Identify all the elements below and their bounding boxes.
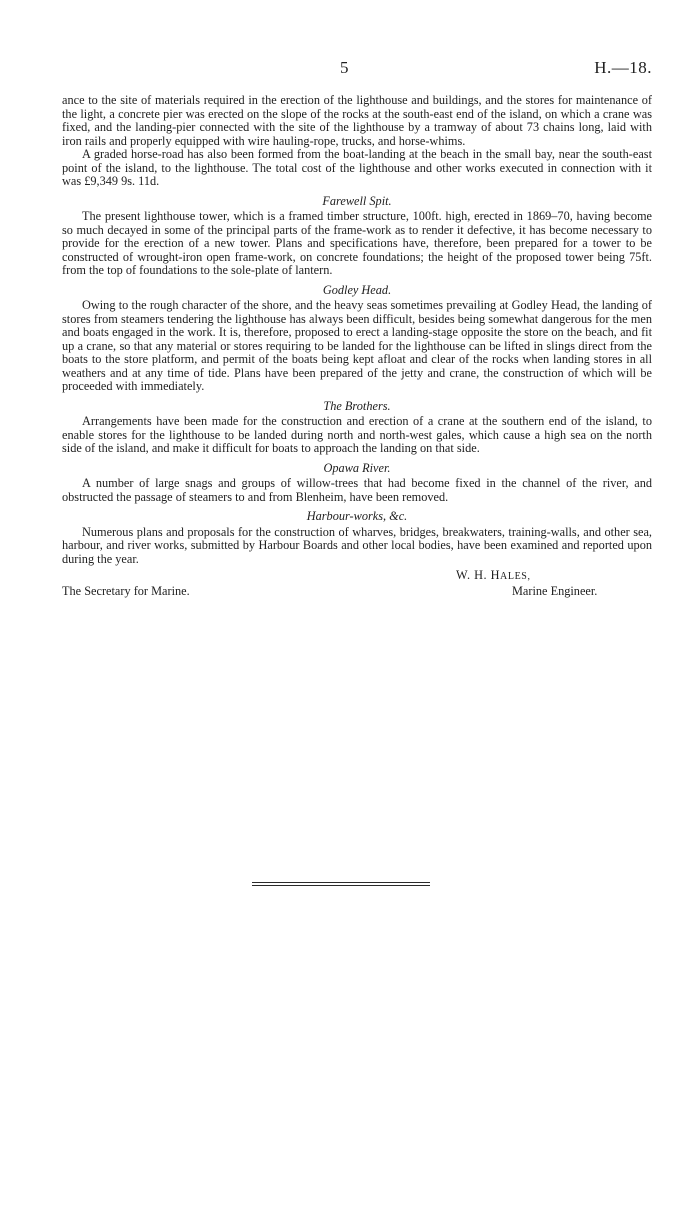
section-heading-godley-head: Godley Head.	[322, 282, 392, 297]
section-text-opawa-river: A number of large snags and groups of willow-trees that had become fixed in the channel of the river, and obstructed the passage of steamers to and from Blenheim, have been removed.	[62, 476, 652, 504]
section-text-farewell-spit: The present lighthouse tower, which is a framed timber structure, 100ft. high, erected in 1869–70, having become so much decayed in some of the principal parts of the frame-work as to render it defective, it has become necessary to provide for the erection of a new tower. Plans and specifications have, therefore, been prepared for a tower to be constructed of wrought-iron open frame-work, on concrete foundations; the height of the proposed tower being 75ft. from the top of foundations to the sole-plate of lantern.	[62, 209, 652, 277]
intro-paragraph-2: A graded horse-road has also been formed from the boat-landing at the beach in the small bay, near the south-east point of the island, to the lighthouse. The total cost of the lighthouse and other works executed in connection with it was £9,349 9s. 11d.	[62, 147, 652, 188]
closing-rule-line-top	[252, 882, 430, 883]
section-text-harbour-works: Numerous plans and proposals for the construction of wharves, bridges, breakwaters, training-walls, and other sea, harbour, and river works, submitted by Harbour Boards and other local bodies, have been examined and reported upon during the year.	[62, 524, 652, 566]
closing-rule-line-bottom	[252, 885, 430, 886]
section-heading-farewell-spit: Farewell Spit.	[322, 193, 392, 208]
section-heading-harbour-works: Harbour-works, &c.	[306, 509, 408, 523]
section-text-the-brothers: Arrangements have been made for the construction and erection of a crane at the southern end of the island, to enable stores for the lighthouse to be landed during north and north-west gales, which cause a high sea on the north side of the island, and make it difficult for boats to approach the landing on that side.	[62, 414, 652, 455]
signatory-surname-smallcaps: ALES,	[500, 571, 531, 582]
section-heading-the-brothers: The Brothers.	[323, 398, 391, 413]
page-number: 5	[340, 58, 349, 77]
closing-rule	[252, 882, 430, 888]
intro-paragraph-1: ance to the site of materials required in the erection of the lighthouse and buildings, and the stores for maintenance of the light, a concrete pier was erected on the slope of the rocks at the south-east end of the island, on which a crane was fixed, and the landing-pier connected with the site of the lighthouse by a tramway of about 73 chains long, laid with iron rails and properly equipped with wire hauling-rope, trucks, and horse-whims.	[62, 93, 652, 148]
addressee: The Secretary for Marine.	[62, 584, 190, 598]
signature-block	[62, 568, 652, 598]
document-reference: H.—18.	[594, 58, 652, 77]
page-header	[62, 58, 652, 80]
report-body	[62, 94, 652, 598]
signatory-name	[456, 568, 531, 584]
section-heading-opawa-river: Opawa River.	[323, 460, 391, 475]
signatory-initials: W. H. H	[456, 568, 501, 582]
signatory-title: Marine Engineer.	[512, 584, 598, 598]
section-text-godley-head: Owing to the rough character of the shore, and the heavy seas sometimes prevailing at Godley Head, the landing of stores from steamers tendering the lighthouse has always been difficult, besides being somewhat dangerous for the men and boats engaged in the work. It is, therefore, proposed to erect a landing-stage opposite the store on the beach, and fit up a crane, so that any material or stores requiring to be landed for the lighthouse can be lifted in slings direct from the boats to the store platform, and permit of the boats being kept afloat and clear of the rocks when landing stores in all weathers and at any time of tide. Plans have been prepared of the jetty and crane, the construction of which will be proceeded with immediately.	[62, 298, 652, 393]
